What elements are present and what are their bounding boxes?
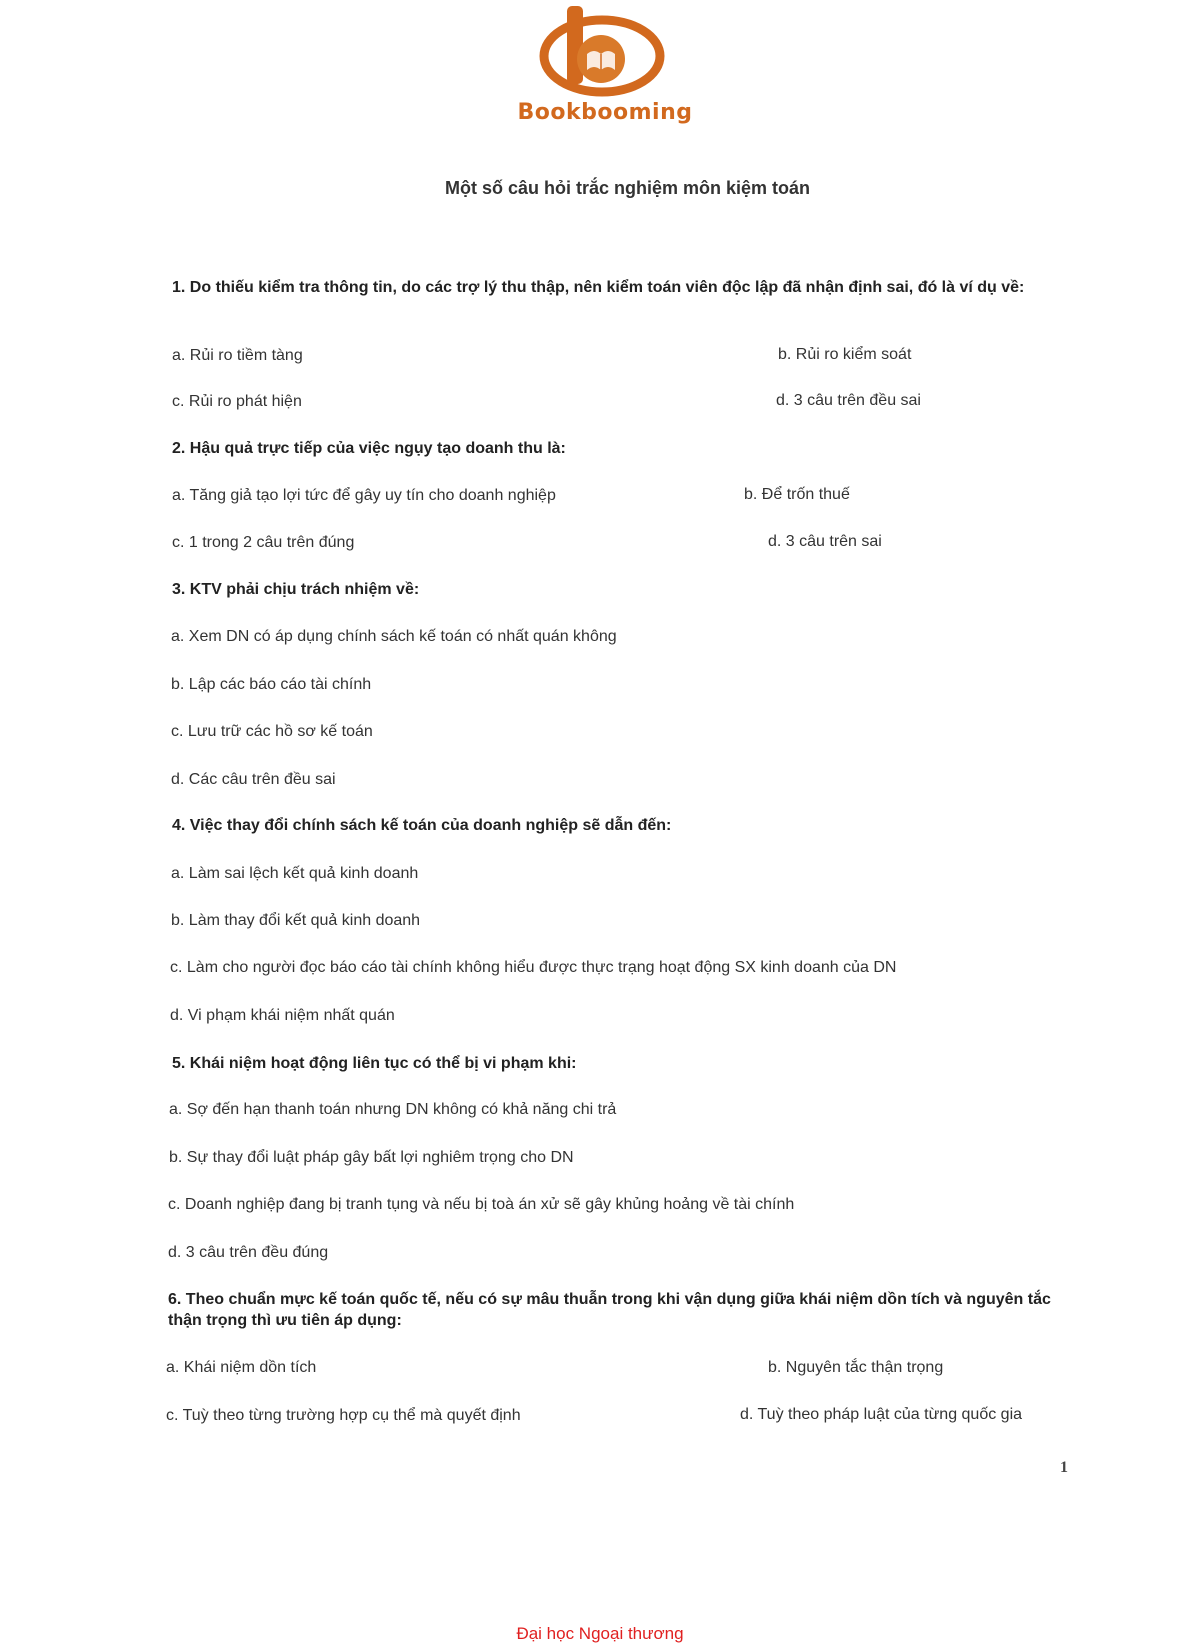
q4-option-c: c. Làm cho người đọc báo cáo tài chính không hiểu được thực trạng hoạt động SX kinh doanh của DN bbox=[170, 959, 897, 976]
q4-option-b: b. Làm thay đổi kết quả kinh doanh bbox=[171, 912, 421, 929]
question-2: 2. Hậu quả trực tiếp của việc ngụy tạo doanh thu là: bbox=[172, 440, 566, 457]
q6-option-d: d. Tuỳ theo pháp luật của từng quốc gia bbox=[740, 1406, 1023, 1423]
q5-option-a: a. Sợ đến hạn thanh toán nhưng DN không có khả năng chi trả bbox=[169, 1101, 617, 1118]
page-title: Một số câu hỏi trắc nghiệm môn kiệm toán bbox=[444, 178, 811, 198]
question-4: 4. Việc thay đổi chính sách kế toán của doanh nghiệp sẽ dẫn đến: bbox=[172, 817, 672, 834]
question-5: 5. Khái niệm hoạt động liên tục có thể bị vi phạm khi: bbox=[172, 1055, 577, 1072]
q1-option-d: d. 3 câu trên đều sai bbox=[776, 392, 921, 409]
q1-option-c: c. Rủi ro phát hiện bbox=[172, 393, 302, 410]
q5-option-c: c. Doanh nghiệp đang bị tranh tụng và nếu bị toà án xử sẽ gây khủng hoảng về tài chính bbox=[168, 1196, 795, 1213]
q6-option-c: c. Tuỳ theo từng trường hợp cụ thể mà quyết định bbox=[166, 1407, 521, 1424]
q1-option-a: a. Rủi ro tiềm tàng bbox=[172, 347, 303, 364]
question-3: 3. KTV phải chịu trách nhiệm về: bbox=[172, 581, 420, 598]
question-1: 1. Do thiếu kiểm tra thông tin, do các trợ lý thu thập, nên kiểm toán viên độc lập đã nhận định sai, đó là ví dụ về: bbox=[172, 279, 1025, 296]
q2-option-c: c. 1 trong 2 câu trên đúng bbox=[172, 534, 355, 551]
footer-text: Đại học Ngoại thương bbox=[516, 1624, 684, 1643]
q5-option-b: b. Sự thay đổi luật pháp gây bất lợi nghiêm trọng cho DN bbox=[169, 1149, 574, 1166]
q3-option-b: b. Lập các báo cáo tài chính bbox=[171, 676, 372, 693]
q6-option-b: b. Nguyên tắc thận trọng bbox=[768, 1359, 944, 1376]
q4-option-a: a. Làm sai lệch kết quả kinh doanh bbox=[171, 865, 419, 882]
q1-option-b: b. Rủi ro kiểm soát bbox=[778, 346, 912, 363]
q2-option-a: a. Tăng giả tạo lợi tức để gây uy tín cho doanh nghiệp bbox=[172, 487, 556, 504]
q5-option-d: d. 3 câu trên đều đúng bbox=[168, 1244, 329, 1261]
q6-option-a: a. Khái niệm dồn tích bbox=[166, 1359, 317, 1376]
q3-option-d: d. Các câu trên đều sai bbox=[171, 771, 336, 788]
q2-option-b: b. Để trốn thuế bbox=[744, 486, 850, 503]
page-number: 1 bbox=[1060, 1459, 1068, 1476]
brand-name: Bookbooming bbox=[517, 100, 693, 125]
q3-option-a: a. Xem DN có áp dụng chính sách kế toán có nhất quán không bbox=[171, 628, 617, 645]
bookbooming-logo bbox=[537, 4, 667, 98]
q2-option-d: d. 3 câu trên sai bbox=[768, 533, 882, 550]
q4-option-d: d. Vi phạm khái niệm nhất quán bbox=[170, 1007, 395, 1024]
q3-option-c: c. Lưu trữ các hồ sơ kế toán bbox=[171, 723, 373, 740]
question-6: 6. Theo chuẩn mực kế toán quốc tế, nếu có sự mâu thuẫn trong khi vận dụng giữa khái niệm dồn tích và nguyên tắc thận trọng thì ưu tiên áp dụng: bbox=[168, 1291, 1051, 1329]
